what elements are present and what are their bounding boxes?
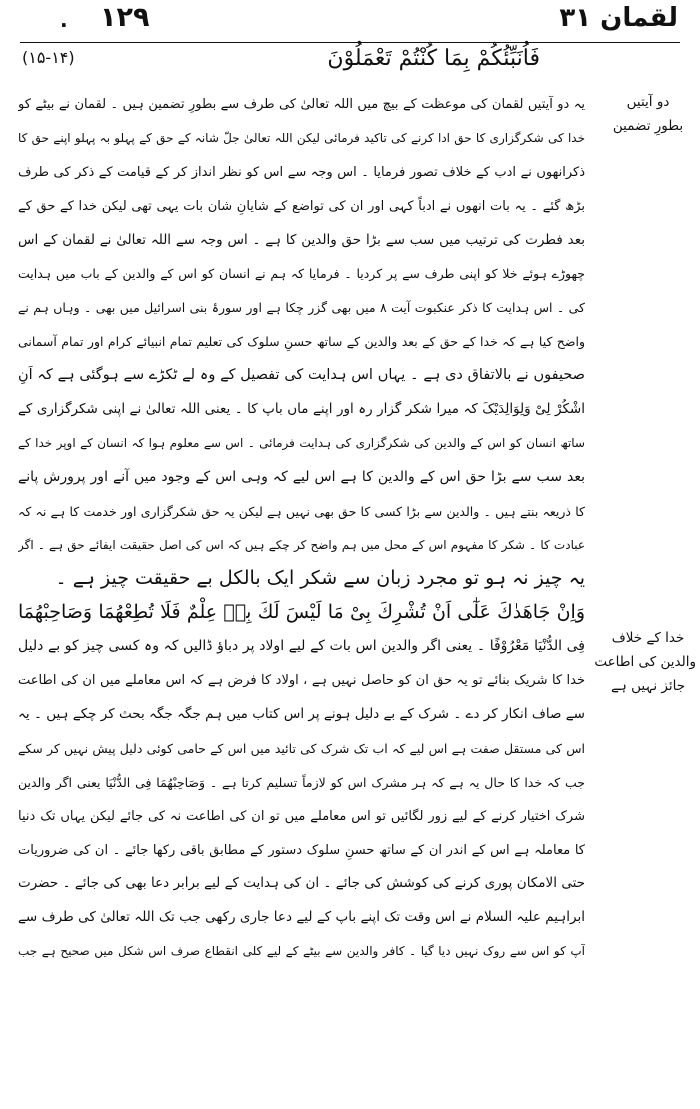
text-line: یہ دو آیتیں لقمان کی موعظت کے بیچ میں اللہ تعالیٰ کی طرف سے بطورِ تضمین ہیں ۔ لقمان نے بیٹے کو	[18, 97, 585, 112]
text-line: یہ چیز نہ ہو تو مجرد زبان سے شکر ایک بالکل بے حقیقت چیز ہے ۔	[55, 567, 585, 590]
text-line: صحیفوں نے بالاتفاق دی ہے ۔ یہاں اس ہدایت کی تفصیل کے وہ لے ٹکڑے سے ہوگئی ہے کہ اَنِ	[18, 367, 585, 384]
page-number: ١٢٩	[100, 2, 150, 33]
chapter-title: لقمان ٣١	[559, 3, 678, 33]
text-line: بعد سب سے بڑا حق اس کے والدین کا ہے اس لیے کہ وہی اس کے وجود میں آنے اور پرورش پانے	[18, 468, 585, 485]
verse-text-line: وَاِنْ جَاهَدٰكَ عَلٰٓی اَنْ تُشْرِكَ بِیْ مَا لَیْسَ لَكَ بِهٖ عِلْمٌ فَلَا تُطِعْهُمَا وَصَاحِبْهُمَا	[18, 601, 585, 624]
text-line: سے صاف انکار کر دے ۔ شرک کے بے دلیل ہونے پر اس کتاب میں ہم جگہ جگہ بحث کر چکے ہیں ۔ یہ	[18, 706, 585, 723]
margin-note-line: خدا کے خلاف	[611, 630, 685, 646]
text-line: ساتھ انسان کو اس کے والدین کی شکرگزاری کی ہدایت فرمائی ۔ اس سے معلوم ہوا کہ انسان کے اوپر خدا کے	[18, 435, 585, 450]
text-line: واضح کیا ہے کہ خدا کے حق کے بعد والدین کے ساتھ حسنِ سلوک کی تعلیم تمام انبیائے کرام اور تمام آسمانی	[18, 334, 585, 350]
text-line: چھوڑے ہوئے خلا کو اپنی طرف سے پر کردیا ۔ فرمایا کہ ہم نے انسان کو اس کے والدین کے باب میں ہدایت	[18, 266, 585, 282]
margin-note-line: بطورِ تضمین	[612, 118, 684, 134]
text-line: بعد فطرت کی ترتیب میں سب سے بڑا حق والدین کا ہے ۔ اس وجہ سے اللہ تعالیٰ نے لقمان کے اس	[18, 231, 585, 248]
margin-note-line: دو آیتیں	[626, 94, 670, 110]
text-line: ذکرانھوں نے ادب کے خلاف تصور فرمایا ۔ اس وجہ سے اس کو نظر انداز کر کے قیامت کے ذکر کی طرف	[18, 164, 585, 180]
text-line: بڑھ گئے ۔ یہ بات انھوں نے ادباً کہی اور ان کی تواضع کے شایانِ شان بات یہی تھی لیکن خدا کے حق کے	[18, 198, 585, 214]
text-line: فِی الدُّنْیَا مَعْرُوْفًا ۔ یعنی اگر والدین اس بات کے لیے اولاد پر دباؤ ڈالیں کہ وہ کسی چیز کو بے دلیل	[18, 638, 585, 655]
text-line: اشْکُرْ لِیْ وَلِوَالِدَیْکَ کہ میرا شکر گزار رہ اور اپنے ماں باپ کا ۔ یعنی اللہ تعالیٰ نے اپنی شکرگزاری کے	[18, 401, 585, 418]
margin-note-obedience	[594, 626, 696, 698]
body-text	[18, 88, 585, 969]
text-line: کی ۔ اس ہدایت کا ذکر عنکبوت آیت ۸ میں بھی گزر چکا ہے اور سورۂ بنی اسرائیل میں بھی ۔ وہاں ہم نے	[18, 300, 585, 316]
header-divider	[20, 42, 680, 43]
text-line: ابراہیم علیہ السلام نے اس وقت تک اپنے باپ کے لیے دعا جاری رکھی جب تک اللہ تعالیٰ کی طرف سے	[18, 909, 585, 926]
text-line: کا معاملہ ہے اس کے اندر ان کے ساتھ حسنِ سلوک دستور کے مطابق باقی رکھا جائے ۔ ان کی ضروریات	[18, 842, 585, 858]
text-line: کا ذریعہ بنتے ہیں ۔ والدین سے بڑا کسی کا حق بھی نہیں ہے لیکن یہ حق شکرگزاری اور خدمت کا ہے نہ کہ	[18, 503, 585, 519]
margin-note-tazmin	[600, 90, 696, 138]
verse-heading: فَاُنَبِّئُكُمْ بِمَا كُنْتُمْ تَعْمَلُوْنَ	[327, 46, 540, 71]
verse-reference: (۱۵-۱۴)	[22, 48, 75, 67]
header-separator: .	[60, 8, 68, 32]
text-line: خدا کا شریک بنائے تو یہ حق ان کو حاصل نہیں ہے ، اولاد کا فرض ہے کہ اس معاملے میں ان کی اطاعت	[18, 673, 585, 689]
margin-note-line: جائز نہیں ہے	[610, 678, 686, 694]
text-line: شرک اختیار کرنے کے لیے زور لگائیں تو اس معاملے میں تو ان کی اطاعت نہ کی جائے لیکن یہاں تک دنیا	[18, 808, 585, 824]
text-line: حتی الامکان پوری کرنے کی کوشش کی جائے ۔ ان کی ہدایت کے لیے برابر دعا بھی کی جائے ۔ حضرت	[18, 875, 585, 892]
text-line: اس کی مستقل صفت ہے اس لیے کہ اب تک شرک کی تائید میں اس کے حامی کوئی دلیل پیش نہیں کر سکے	[18, 740, 585, 756]
text-line: عبادت کا ۔ شکر کا مفہوم اس کے محل میں ہم واضح کر چکے ہیں کہ اس کی اصل حقیقت ایفائے حق ہے ۔ اگر	[18, 537, 585, 552]
text-line: جب کہ خدا کا حال یہ ہے کہ ہر مشرک اس کو لازماً تسلیم کرتا ہے ۔ وَصَاحِبْهُمَا فِی الدُّنْیَا یعنی اگر والدین	[18, 774, 585, 790]
text-line: خدا کی شکرگزاری کا حق ادا کرنے کی تاکید فرمائی لیکن اللہ تعالیٰ جلّ شانہ کے حق کے پہلو بہ پہلو اپنے حق کا	[18, 130, 585, 145]
margin-note-line: والدین کی اطاعت	[594, 654, 696, 670]
text-line: آپ کو اس سے روک نہیں دیا گیا ۔ کافر والدین سے بیٹے کے لیے کلی انقطاع صرف اس شکل میں صحیح ہے جب	[18, 944, 585, 959]
